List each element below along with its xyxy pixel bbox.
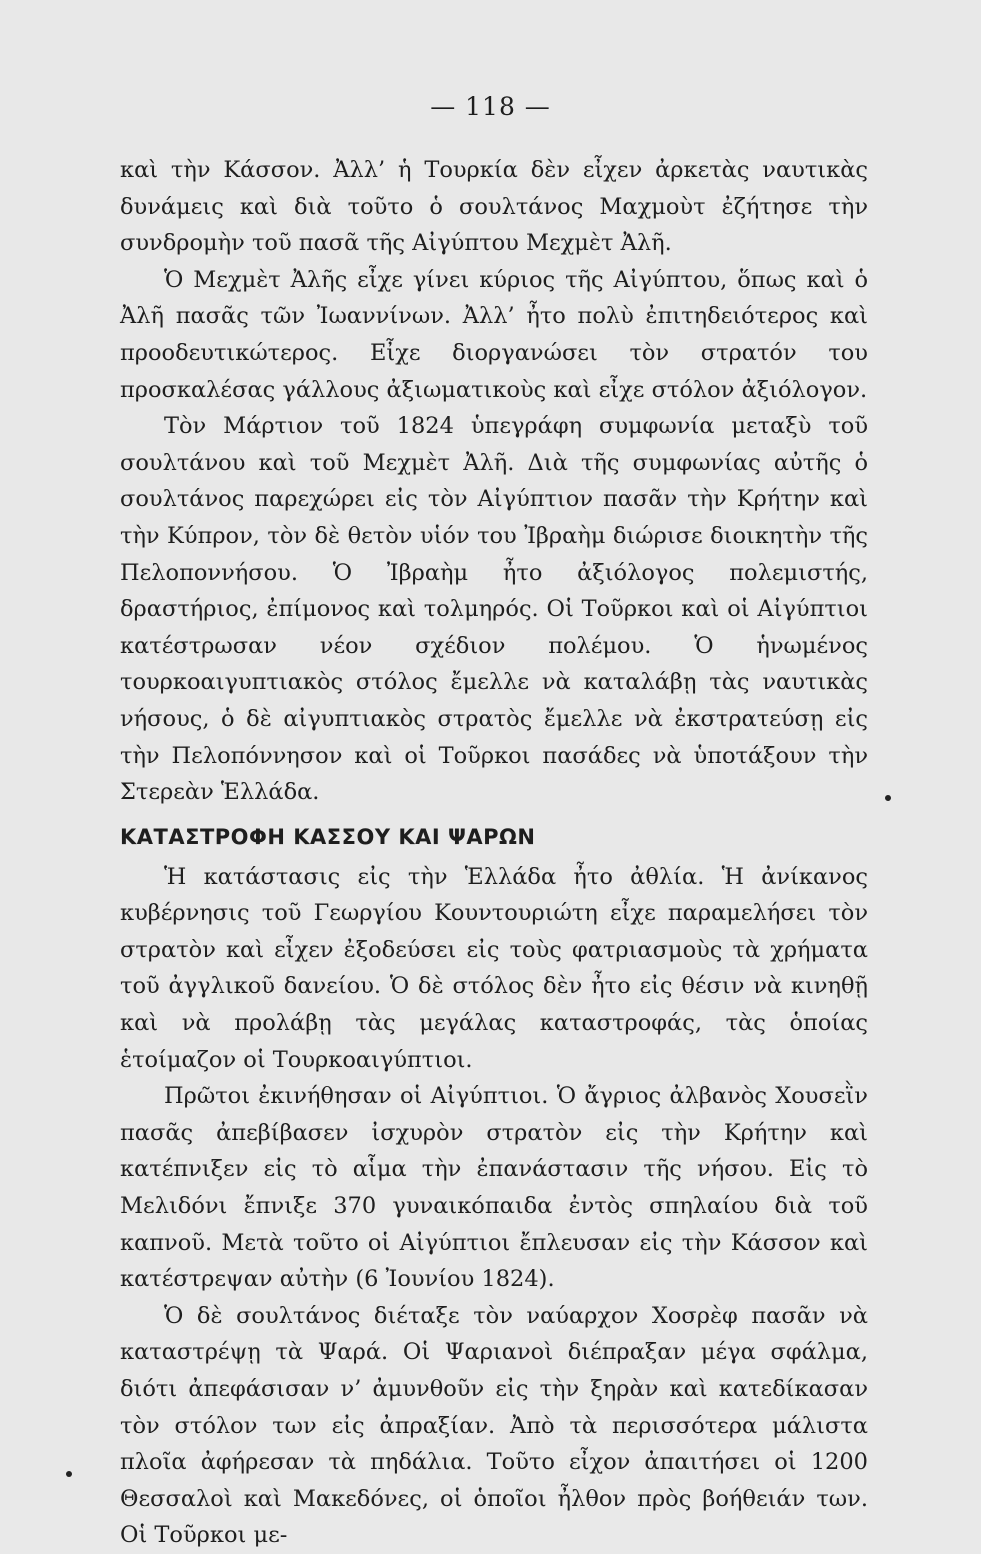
paragraph-5: Πρῶτοι ἐκινήθησαν οἱ Αἰγύπτιοι. Ὁ ἄγριος ἀλβανὸς Χουσεῒν πασᾶς ἀπεβίβασεν ἰσχυρὸν στρατὸν εἰς τὴν Κρήτην καὶ κατέπνιξεν εἰς τὸ αἷμα τὴν ἐπανάστασιν τῆς νήσου. Εἰς τὸ Μελιδόνι ἔπνιξε 370 γυναικόπαιδα ἐντὸς σπηλαίου διὰ τοῦ καπνοῦ. Μετὰ τοῦτο οἱ Αἰγύπτιοι ἔπλευσαν εἰς τὴν Κάσσον καὶ κατέστρεψαν αὐτὴν (6 Ἰουνίου 1824).	[120, 1083, 868, 1293]
body-text	[120, 152, 868, 1554]
paragraph-2: Ὁ Μεχμὲτ Ἀλῆς εἶχε γίνει κύριος τῆς Αἰγύπτου, ὅπως καὶ ὁ Ἀλῆ πασᾶς τῶν Ἰωαννίνων. Ἀλλ’ ἦτο πολὺ ἐπιτηδειότερος καὶ προοδευτικώτερος. Εἶχε διοργανώσει τὸν στρατόν του προσκαλέσας γάλλους ἀξιωματικοὺς καὶ εἶχε στόλον ἀξιόλογον.	[120, 266, 868, 403]
page-number: — 118 —	[430, 92, 551, 121]
paragraph-6: Ὁ δὲ σουλτάνος διέταξε τὸν ναύαρχον Χοσρὲφ πασᾶν νὰ καταστρέψῃ τὰ Ψαρά. Οἱ Ψαριανοὶ διέπραξαν μέγα σφάλμα, διότι ἀπεφάσισαν ν’ ἀμυνθοῦν εἰς τὴν ξηρὰν καὶ κατεδίκασαν τὸν στόλον των εἰς ἀπραξίαν. Ἀπὸ τὰ περισσότερα μάλιστα πλοῖα ἀφήρεσαν τὰ πηδάλια. Τοῦτο εἶχον ἀπαιτήσει οἱ 1200 Θεσσαλοὶ καὶ Μακεδόνες, οἱ ὁποῖοι ἦλθον πρὸς βοήθειάν των. Οἱ Τοῦρκοι με-	[120, 1302, 868, 1549]
ink-spot	[66, 1471, 72, 1477]
section-heading: ΚΑΤΑΣΤΡΟΦΗ ΚΑΣΣΟΥ ΚΑΙ ΨΑΡΩΝ	[120, 824, 536, 849]
paragraph-3: Τὸν Μάρτιον τοῦ 1824 ὑπεγράφη συμφωνία μεταξὺ τοῦ σουλτάνου καὶ τοῦ Μεχμὲτ Ἀλῆ. Διὰ τῆς συμφωνίας αὐτῆς ὁ σουλτάνος παρεχώρει εἰς τὸν Αἰγύπτιον πασᾶν τὴν Κρήτην καὶ τὴν Κύπρον, τὸν δὲ θετὸν υἱόν του Ἰβραὴμ διώρισε διοικητὴν τῆς Πελοποννήσου. Ὁ Ἰβραὴμ ἦτο ἀξιόλογος πολεμιστής, δραστήριος, ἐπίμονος καὶ τολμηρός. Οἱ Τοῦρκοι καὶ οἱ Αἰγύπτιοι κατέστρωσαν νέον σχέδιον πολέμου. Ὁ ἡνωμένος τουρκοαιγυπτιακὸς στόλος ἔμελλε νὰ καταλάβῃ τὰς ναυτικὰς νήσους, ὁ δὲ αἰγυπτιακὸς στρατὸς ἔμελλε νὰ ἐκστρατεύσῃ εἰς τὴν Πελοπόννησον καὶ οἱ Τοῦρκοι πασάδες νὰ ὑποτάξουν τὴν Στερεὰν Ἑλλάδα.	[120, 413, 868, 806]
paragraph-1: καὶ τὴν Κάσσον. Ἀλλ’ ἡ Τουρκία δὲν εἶχεν ἀρκετὰς ναυτικὰς δυνάμεις καὶ διὰ τοῦτο ὁ σουλτάνος Μαχμοὺτ ἐζήτησε τὴν συνδρομὴν τοῦ πασᾶ τῆς Αἰγύπτου Μεχμὲτ Ἀλῆ.	[120, 157, 868, 257]
ink-spot	[885, 795, 891, 801]
paragraph-4: Ἡ κατάστασις εἰς τὴν Ἑλλάδα ἦτο ἀθλία. Ἡ ἀνίκανος κυβέρνησις τοῦ Γεωργίου Κουντουριώτη εἶχε παραμελήσει τὸν στρατὸν καὶ εἶχεν ἐξοδεύσει εἰς τοὺς φατριασμοὺς τὰ χρήματα τοῦ ἀγγλικοῦ δανείου. Ὁ δὲ στόλος δὲν ἦτο εἰς θέσιν νὰ κινηθῇ καὶ νὰ προλάβῃ τὰς μεγάλας καταστροφάς, τὰς ὁποίας ἑτοίμαζον οἱ Τουρκοαιγύπτιοι.	[120, 863, 868, 1073]
